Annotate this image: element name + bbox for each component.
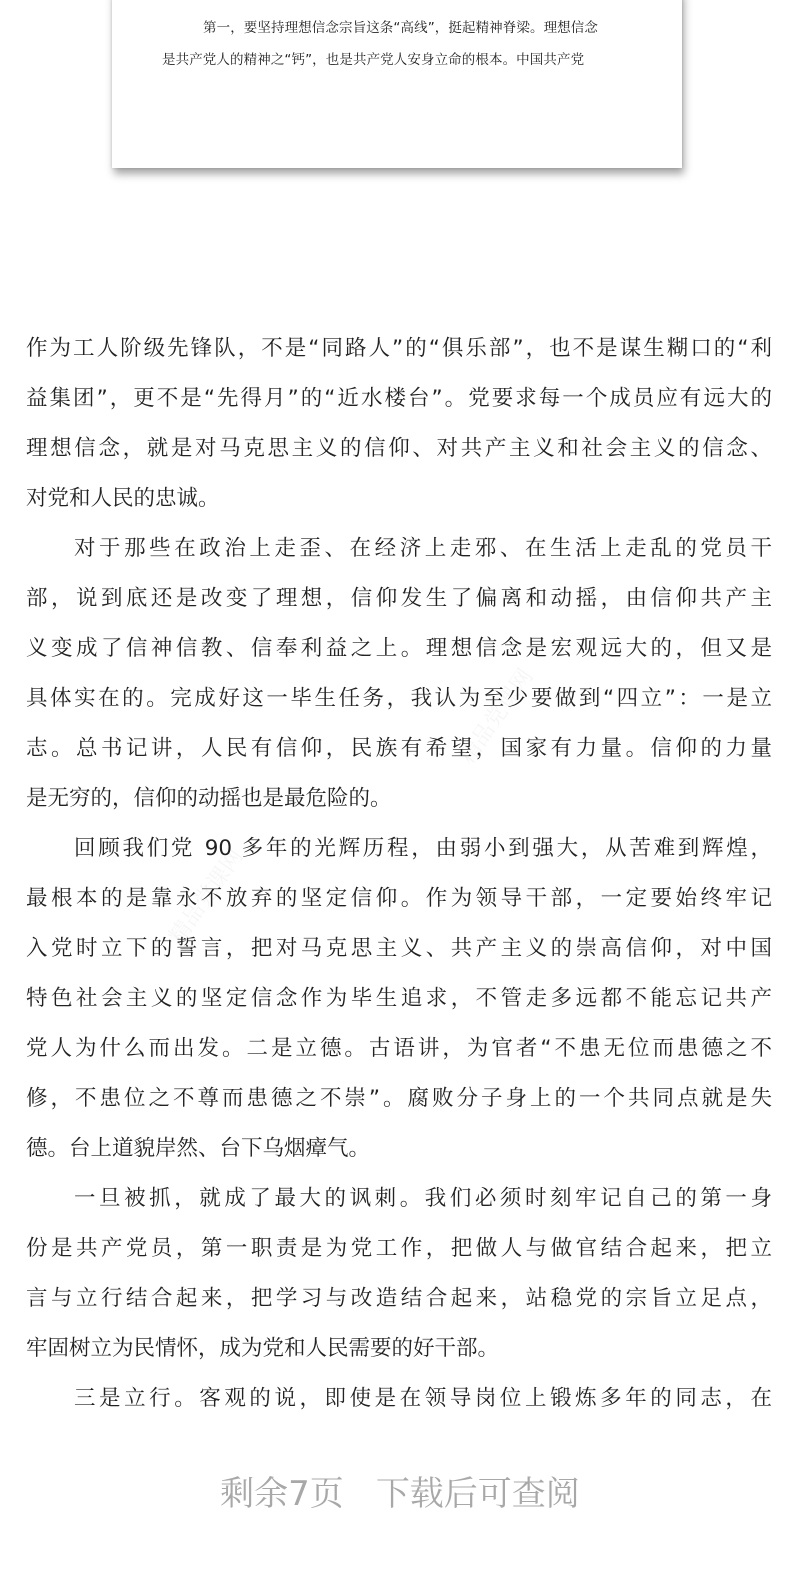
text-line: 回顾我们党 90 多年的光辉历程，由弱小到强大，从苦难到辉煌，	[74, 836, 772, 861]
text-line: 德。台上道貌岸然、台下乌烟瘴气。	[26, 1136, 371, 1161]
text-line: 对于那些在政治上走歪、在经济上走邪、在生活上走乱的党员干	[74, 536, 772, 561]
text-line: 特色社会主义的坚定信念作为毕生追求，不管走多远都不能忘记共产	[26, 986, 772, 1011]
download-prompt[interactable]	[0, 1466, 800, 1515]
text-line: 是无穷的，信仰的动摇也是最危险的。	[26, 786, 392, 811]
text-line: 入党时立下的誓言，把对马克思主义、共产主义的崇高信仰，对中国	[26, 936, 772, 961]
text-line: 牢固树立为民情怀，成为党和人民需要的好干部。	[26, 1336, 500, 1361]
card-text-line: 是共产党人的精神之“钙”，也是共产党人安身立命的根本。中国共产党	[162, 52, 585, 68]
paragraph	[26, 324, 772, 524]
text-line: 具体实在的。完成好这一毕生任务，我认为至少要做到“四立”：一是立	[26, 686, 772, 711]
text-line: 份是共产党员，第一职责是为党工作，把做人与做官结合起来，把立	[26, 1236, 772, 1261]
text-line: 修，不患位之不尊而患德之不崇”。腐败分子身上的一个共同点就是失	[26, 1086, 772, 1111]
text-line: 最根本的是靠永不放弃的坚定信仰。作为领导干部，一定要始终牢记	[26, 886, 772, 911]
paragraph	[26, 1374, 772, 1424]
remaining-pages-text: 剩余7页	[220, 1474, 344, 1514]
text-line: 益集团”，更不是“先得月”的“近水楼台”。党要求每一个成员应有远大的	[26, 386, 772, 411]
download-to-view-text[interactable]: 下载后可查阅	[375, 1474, 580, 1514]
document-body	[26, 324, 772, 1424]
card-text-line: 第一，要坚持理想信念宗旨这条“高线”，挺起精神脊梁。理想信念	[203, 20, 598, 36]
text-line: 言与立行结合起来，把学习与改造结合起来，站稳党的宗旨立足点，	[26, 1286, 772, 1311]
text-line: 理想信念，就是对马克思主义的信仰、对共产主义和社会主义的信念、	[26, 436, 772, 461]
text-line: 志。总书记讲，人民有信仰，民族有希望，国家有力量。信仰的力量	[26, 736, 772, 761]
text-line: 部，说到底还是改变了理想，信仰发生了偏离和动摇，由信仰共产主	[26, 586, 772, 611]
text-line: 作为工人阶级先锋队，不是“同路人”的“俱乐部”，也不是谋生糊口的“利	[26, 336, 772, 361]
text-line: 三是立行。客观的说，即使是在领导岗位上锻炼多年的同志，在	[74, 1386, 772, 1411]
text-line: 党人为什么而出发。二是立德。古语讲，为官者“不患无位而患德之不	[26, 1036, 772, 1061]
text-line: 义变成了信神信教、信奉利益之上。理想信念是宏观远大的，但又是	[26, 636, 772, 661]
text-line: 对党和人民的忠诚。	[26, 486, 220, 511]
paragraph	[26, 1174, 772, 1374]
paragraph	[26, 824, 772, 1174]
paragraph	[26, 524, 772, 824]
text-line: 一旦被抓，就成了最大的讽刺。我们必须时刻牢记自己的第一身	[74, 1186, 772, 1211]
preview-page-card	[112, 0, 682, 168]
